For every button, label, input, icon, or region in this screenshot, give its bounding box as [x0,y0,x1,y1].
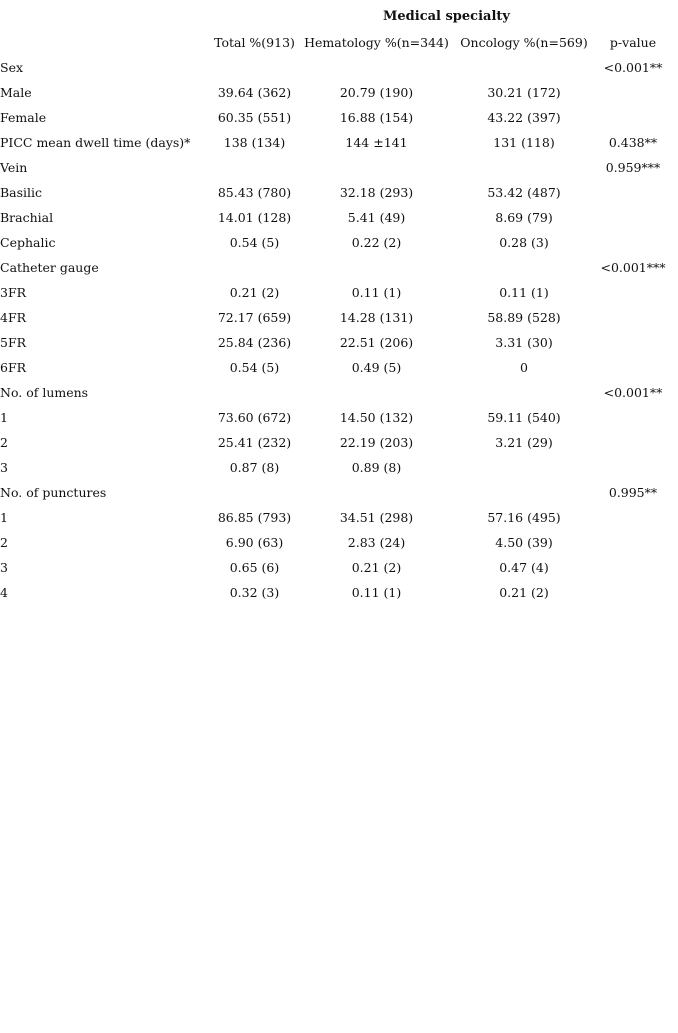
row-label: No. of punctures [0,485,107,500]
p-value: 0.995** [608,485,658,500]
oncology-value: 0 [520,360,528,375]
hematology-value [299,480,454,505]
table-row [0,130,672,155]
row-label: 5FR [0,335,27,350]
p-value [594,205,672,230]
p-value [594,405,672,430]
total-value: 6.90 (63) [225,535,284,550]
row-label: No. of lumens [0,385,89,400]
row-label: Cephalic [0,235,56,250]
oncology-value: 3.31 (30) [495,335,553,350]
total-value: 25.41 (232) [217,435,292,450]
total-value: 0.87 (8) [229,460,280,475]
table-row [0,405,672,430]
hematology-value: 144 ±141 [345,135,408,150]
hematology-value: 5.41 (49) [347,210,406,225]
table-row [0,255,672,280]
p-value [594,355,672,380]
row-label: 3 [0,460,8,475]
row-label: Sex [0,60,24,75]
oncology-value: 57.16 (495) [487,510,561,525]
p-value [594,330,672,355]
row-label: Male [0,85,32,100]
row-label: 2 [0,535,8,550]
table-row [0,330,672,355]
table-row [0,580,672,605]
p-value: <0.001** [603,385,663,400]
header-cell-hematology: Hematology %(n=344) [304,35,449,50]
hematology-value: 0.49 (5) [351,360,402,375]
table-row [0,55,672,80]
oncology-value [454,380,594,405]
oncology-value: 0.21 (2) [499,585,549,600]
hematology-value: 34.51 (298) [339,510,414,525]
p-value: 0.438** [608,135,658,150]
oncology-value [454,255,594,280]
table-row [0,555,672,580]
table-row [0,305,672,330]
table-row [0,505,672,530]
oncology-value: 58.89 (528) [487,310,561,325]
table-row [0,455,672,480]
table-row [0,280,672,305]
hematology-value: 22.51 (206) [339,335,414,350]
total-value: 60.35 (551) [217,110,292,125]
medical-specialty-heading: Medical specialty [383,9,510,24]
row-label: Catheter gauge [0,260,99,275]
p-value [594,430,672,455]
p-value [594,80,672,105]
header-cell-p-value: p-value [609,35,657,50]
total-value: 0.54 (5) [229,235,280,250]
total-value: 0.65 (6) [229,560,280,575]
row-label: 1 [0,410,8,425]
table-row [0,180,672,205]
total-value: 73.60 (672) [217,410,292,425]
oncology-value: 53.42 (487) [487,185,561,200]
hematology-value: 0.89 (8) [351,460,402,475]
total-value [210,380,299,405]
oncology-value: 131 (118) [493,135,555,150]
hematology-value: 14.50 (132) [339,410,414,425]
data-table [0,30,672,605]
hematology-value: 16.88 (154) [339,110,414,125]
hematology-value: 0.21 (2) [351,560,402,575]
p-value [594,180,672,205]
row-label: Brachial [0,210,54,225]
table-row [0,155,672,180]
row-label: 1 [0,510,8,525]
total-value [210,55,299,80]
hematology-value: 2.83 (24) [347,535,406,550]
p-value [594,305,672,330]
row-label: PICC mean dwell time (days)* [0,135,191,150]
p-value [594,230,672,255]
oncology-value [454,155,594,180]
hematology-value [299,55,454,80]
total-value: 0.54 (5) [229,360,280,375]
table-row [0,105,672,130]
table-row [0,355,672,380]
row-label: 3 [0,560,8,575]
total-value [210,255,299,280]
hematology-value [299,380,454,405]
table-row [0,205,672,230]
oncology-value [454,455,594,480]
oncology-value: 43.22 (397) [487,110,561,125]
header-cell-label [0,30,210,55]
hematology-value: 0.22 (2) [351,235,402,250]
hematology-value: 0.11 (1) [351,285,402,300]
total-value [210,155,299,180]
hematology-value [299,255,454,280]
table-header-row [0,30,672,55]
oncology-value: 3.21 (29) [495,435,553,450]
row-label: 3FR [0,285,27,300]
oncology-value: 0.47 (4) [499,560,549,575]
hematology-value: 0.11 (1) [351,585,402,600]
hematology-value: 22.19 (203) [339,435,414,450]
total-value: 72.17 (659) [217,310,292,325]
header-cell-oncology: Oncology %(n=569) [460,35,588,50]
total-value: 14.01 (128) [217,210,292,225]
total-value: 25.84 (236) [217,335,292,350]
header-cell-total: Total %(913) [214,35,295,50]
total-value: 86.85 (793) [217,510,292,525]
p-value [594,530,672,555]
table-row [0,530,672,555]
oncology-value: 4.50 (39) [495,535,553,550]
total-value: 85.43 (780) [217,185,292,200]
oncology-value: 59.11 (540) [487,410,561,425]
row-label: 6FR [0,360,27,375]
oncology-value: 0.11 (1) [499,285,549,300]
total-value [210,480,299,505]
table-row [0,230,672,255]
row-label: 2 [0,435,8,450]
table-body [0,30,672,605]
hematology-value: 32.18 (293) [339,185,414,200]
table-row [0,430,672,455]
total-value: 0.21 (2) [229,285,280,300]
table-super-header [0,8,678,28]
p-value: <0.001** [603,60,663,75]
row-label: Vein [0,160,28,175]
total-value: 0.32 (3) [229,585,280,600]
p-value: 0.959*** [605,160,661,175]
row-label: Basilic [0,185,43,200]
table-row [0,380,672,405]
p-value [594,455,672,480]
p-value [594,555,672,580]
table-row [0,480,672,505]
table-row [0,80,672,105]
p-value [594,580,672,605]
hematology-value: 14.28 (131) [339,310,414,325]
hematology-value: 20.79 (190) [339,85,414,100]
p-value [594,280,672,305]
oncology-value: 30.21 (172) [487,85,561,100]
total-value: 138 (134) [223,135,286,150]
total-value: 39.64 (362) [217,85,292,100]
oncology-value: 8.69 (79) [495,210,553,225]
p-value: <0.001*** [600,260,666,275]
oncology-value [454,480,594,505]
hematology-value [299,155,454,180]
oncology-value [454,55,594,80]
row-label: 4FR [0,310,27,325]
p-value [594,105,672,130]
p-value [594,505,672,530]
row-label: 4 [0,585,8,600]
oncology-value: 0.28 (3) [499,235,549,250]
row-label: Female [0,110,47,125]
